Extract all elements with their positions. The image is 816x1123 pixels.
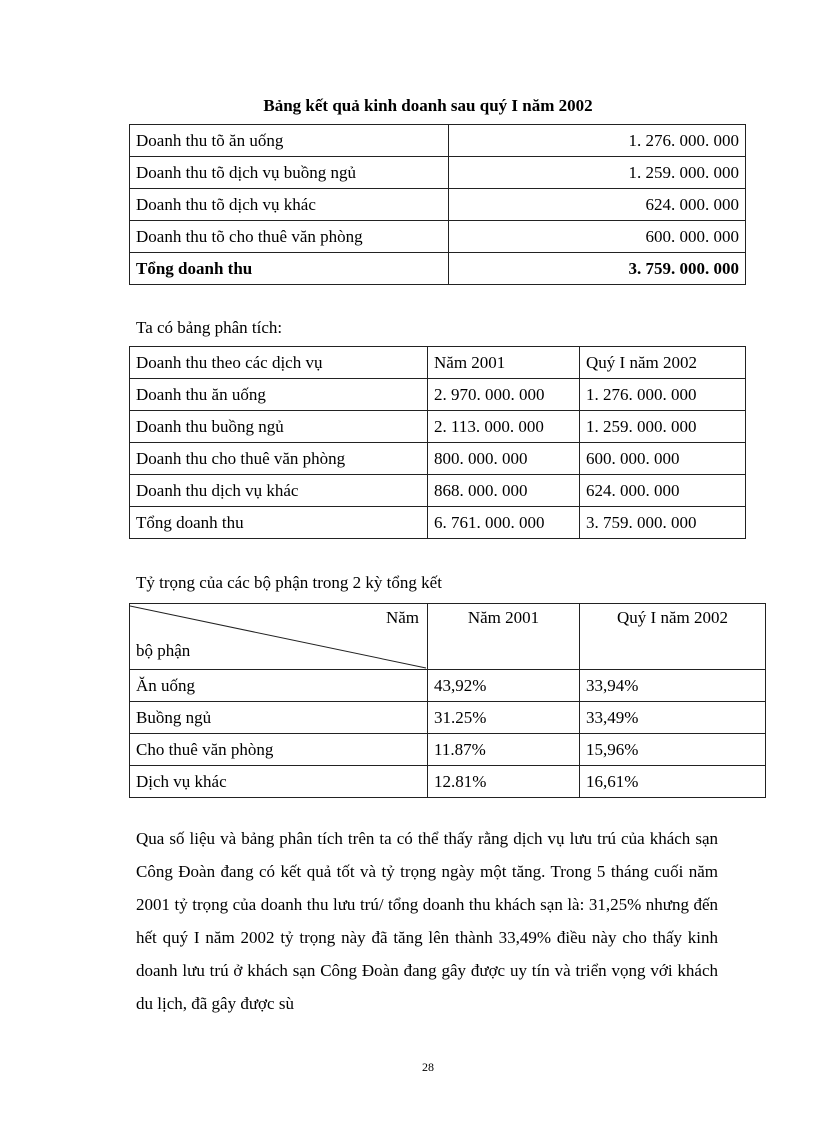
column-header: Năm 2001	[428, 347, 580, 379]
table-cell: 2. 113. 000. 000	[428, 411, 580, 443]
table-row	[130, 125, 746, 157]
table-cell: Doanh thu dịch vụ khác	[130, 475, 428, 507]
table-cell: 600. 000. 000	[580, 443, 746, 475]
table-cell: 31.25%	[428, 702, 580, 734]
table-cell: 1. 276. 000. 000	[580, 379, 746, 411]
column-header: Quý I năm 2002	[580, 347, 746, 379]
row-label: Doanh thu tõ dịch vụ khác	[130, 189, 449, 221]
proportion-caption: Tỷ trọng của các bộ phận trong 2 kỳ tổng kết	[136, 573, 442, 592]
table-cell: 11.87%	[428, 734, 580, 766]
table-row	[130, 702, 766, 734]
table-cell: 624. 000. 000	[580, 475, 746, 507]
table-cell: Buồng ngủ	[130, 702, 428, 734]
table-row	[130, 475, 746, 507]
table-row	[130, 157, 746, 189]
body-paragraph: Qua số liệu và bảng phân tích trên ta có thể thấy rằng dịch vụ lưu trú của khách sạn Công Đoàn đang có kết quả tốt và tỷ trọng ngày một tăng. Trong 5 tháng cuối năm 2001 tỷ trọng của doanh thu lưu trú/ tổng doanh thu khách sạn là: 31,25% nhưng đến hết quý I năm 2002 tỷ trọng này đã tăng lên thành 33,49% điều này cho thấy kinh doanh lưu trú ở khách sạn Công Đoàn đang gây được uy tín và triển vọng với khách du lịch, đã gây được sù	[136, 829, 718, 1013]
table-cell: Dịch vụ khác	[130, 766, 428, 798]
page-title: Bảng kết quả kinh doanh sau quý I năm 2002	[263, 96, 593, 115]
page-number: 28	[422, 1060, 434, 1074]
column-header: Quý I năm 2002	[580, 604, 766, 670]
row-value: 1. 259. 000. 000	[449, 157, 746, 189]
table-row	[130, 670, 766, 702]
analysis-caption: Ta có bảng phân tích:	[136, 318, 283, 337]
corner-label-year: Năm	[385, 608, 419, 627]
row-label: Doanh thu tõ dịch vụ buồng ngủ	[130, 157, 449, 189]
table-cell: 2. 970. 000. 000	[428, 379, 580, 411]
table-row	[130, 766, 766, 798]
row-value: 624. 000. 000	[449, 189, 746, 221]
total-value: 3. 759. 000. 000	[449, 253, 746, 285]
total-label: Tổng doanh thu	[130, 253, 449, 285]
table-cell: 12.81%	[428, 766, 580, 798]
table-cell: Ăn uống	[130, 670, 428, 702]
table-cell: Doanh thu buồng ngủ	[130, 411, 428, 443]
table-cell: 868. 000. 000	[428, 475, 580, 507]
proportion-table	[129, 603, 766, 798]
column-header: Doanh thu theo các dịch vụ	[130, 347, 428, 379]
table-header-row	[130, 347, 746, 379]
row-label: Doanh thu tõ cho thuê văn phòng	[130, 221, 449, 253]
table-cell: 33,94%	[580, 670, 766, 702]
corner-label-department: bộ phận	[136, 641, 191, 660]
table-row	[130, 443, 746, 475]
table-cell: 3. 759. 000. 000	[580, 507, 746, 539]
table-cell: 33,49%	[580, 702, 766, 734]
row-value: 600. 000. 000	[449, 221, 746, 253]
table-row	[130, 507, 746, 539]
table-cell: Cho thuê văn phòng	[130, 734, 428, 766]
table-cell: Doanh thu ăn uống	[130, 379, 428, 411]
table-cell: 1. 259. 000. 000	[580, 411, 746, 443]
table-header-row	[130, 604, 766, 670]
table-row	[130, 221, 746, 253]
table-row	[130, 734, 766, 766]
table-cell: Doanh thu cho thuê văn phòng	[130, 443, 428, 475]
total-row	[130, 253, 746, 285]
table-row	[130, 411, 746, 443]
analysis-table	[129, 346, 746, 539]
table-cell: Tổng doanh thu	[130, 507, 428, 539]
row-label: Doanh thu tõ ăn uống	[130, 125, 449, 157]
column-header: Năm 2001	[428, 604, 580, 670]
diagonal-header-cell	[130, 604, 428, 670]
table-cell: 15,96%	[580, 734, 766, 766]
revenue-summary-table	[129, 124, 746, 285]
table-cell: 800. 000. 000	[428, 443, 580, 475]
table-row	[130, 189, 746, 221]
table-row	[130, 379, 746, 411]
table-cell: 6. 761. 000. 000	[428, 507, 580, 539]
table-cell: 16,61%	[580, 766, 766, 798]
table-cell: 43,92%	[428, 670, 580, 702]
row-value: 1. 276. 000. 000	[449, 125, 746, 157]
